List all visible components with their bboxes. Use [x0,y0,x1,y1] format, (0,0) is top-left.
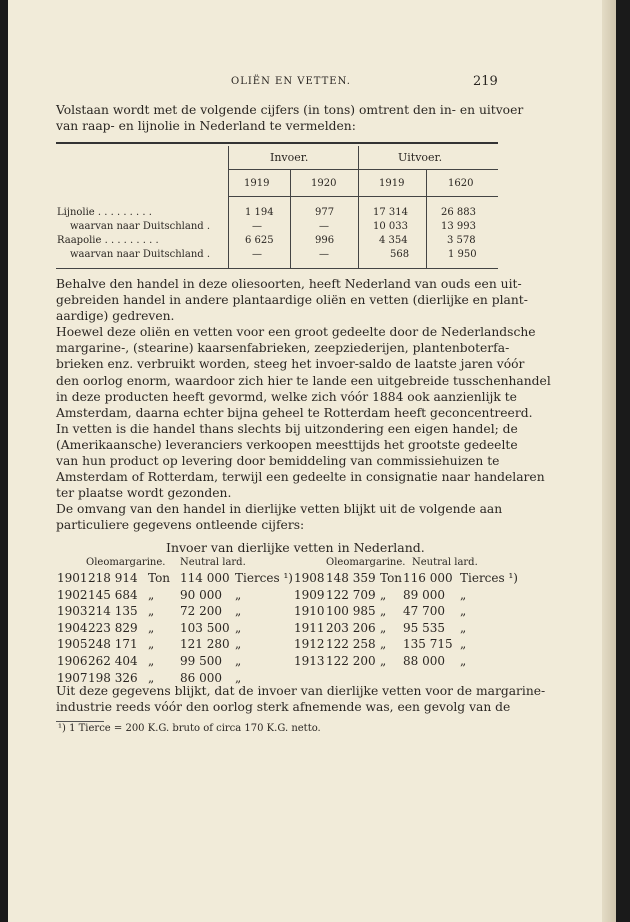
table2-cell-lard: 135 715 [403,637,453,652]
table2-cell-lard-unit: Tierces ¹) [460,571,518,585]
text-line: ter plaatse wordt gezonden. [56,486,232,501]
text-line: Behalve den handel in deze oliesoorten, heeft Nederland van ouds een uit- [56,277,522,291]
table2-cell-oleo-unit: „ [380,604,387,619]
table1-cell: 1 950 [448,249,477,260]
table2-col-lard: Neutral lard. [412,557,478,568]
footnote: ¹) 1 Tierce = 200 K.G. bruto of circa 170 K.G. netto. [58,723,321,734]
table1-cell: 26 883 [441,207,476,218]
table2-cell-oleo: 248 171 [88,637,138,652]
table2-cell-year: 1905 [57,637,88,652]
text-line: Volstaan wordt met de volgende cijfers (in tons) omtrent den in- en uitvoer [56,103,524,117]
table1-cell: — [319,249,329,260]
table2-cell-lard: 90 000 [180,587,222,602]
table2-cell-oleo: 262 404 [88,654,138,668]
text-line: den oorlog enorm, waardoor zich hier te lande een uitgebreide tusschenhandel [56,373,551,388]
table2-cell-lard-unit: „ [460,654,467,668]
table2-cell-lard-unit: „ [235,587,242,602]
table2-cell-lard-unit: „ [235,670,242,685]
table2-title: Invoer van dierlijke vetten in Nederland. [166,540,425,555]
table2-cell-oleo: 122 200 [326,654,376,668]
table2-cell-year: 1910 [294,604,325,619]
table2-cell-lard: 86 000 [180,670,222,685]
table2-cell-lard: 95 535 [403,620,445,635]
table2-cell-lard: 99 500 [180,654,222,668]
page-spine-shadow [602,0,616,922]
table2-cell-lard: 47 700 [403,604,445,619]
text-line: De omvang van den handel in dierlijke vetten blijkt uit de volgende aan [56,502,503,517]
table1-top-rule [56,142,498,144]
table2-cell-oleo-unit: „ [148,637,155,652]
table1-cell: 3 578 [447,235,476,246]
table2-cell-oleo-unit: Ton [148,571,171,585]
table1-row-label: waarvan naar Duitschland . [70,249,211,260]
table2-cell-lard: 103 500 [180,620,230,635]
table2-cell-lard-unit: „ [235,637,242,652]
table2-cell-oleo-unit: „ [148,620,155,635]
table1-col-divider [426,170,427,268]
page-number: 219 [473,74,498,89]
closing-paragraph [56,683,546,715]
table2-cell-oleo-unit: „ [380,654,387,668]
table2-cell-lard-unit: „ [460,637,467,652]
table2-cell-year: 1907 [57,670,88,685]
table2-cell-year: 1901 [57,571,88,585]
table2-cell-lard-unit: „ [235,620,242,635]
table1-cell: 10 033 [373,221,408,232]
text-line: Amsterdam, daarna echter bijna geheel te Rotterdam heeft geconcentreerd. [56,405,533,420]
table1-header-rule [228,169,498,170]
table2-cell-oleo: 122 709 [326,587,376,602]
text-line: margarine-, (stearine) kaarsenfabrieken, zeepziederijen, plantenboterfa- [56,341,510,356]
table2-cell-lard-unit: „ [235,654,242,668]
table1-cell: 977 [315,207,335,218]
table1-cell: 6 625 [245,235,274,246]
table1-cell: 17 314 [373,207,408,218]
table2-cell-oleo: 214 135 [88,604,138,619]
table2-cell-year: 1902 [57,587,88,602]
table2-col-lard: Neutral lard. [180,557,246,568]
table2-cell-oleo-unit: „ [148,654,155,668]
text-line: van raap- en lijnolie in Nederland te vermelden: [56,119,356,134]
text-line: In vetten is die handel thans slechts bij uitzondering een eigen handel; de [56,421,518,436]
book-page [8,0,616,922]
text-line: Uit deze gegevens blijkt, dat de invoer van dierlijke vetten voor de margarine- [56,684,546,698]
table1-year: 1920 [311,178,337,189]
table1-cell: — [252,249,262,260]
table2-cell-year: 1908 [294,571,325,585]
table2-cell-lard-unit: „ [460,604,467,619]
running-header-title: OLIËN EN VETTEN. [231,76,351,87]
text-line: Hoewel deze oliën en vetten voor een groot gedeelte door de Nederlandsche [56,325,536,340]
text-line: (Amerikaansche) leveranciers verkoopen meesttijds het grootste gedeelte [56,437,518,452]
table1-cell: — [252,221,262,232]
table2-cell-year: 1911 [294,620,325,635]
table2-cell-lard-unit: „ [460,620,467,635]
text-line: van hun product op levering door bemiddeling van commissiehuizen te [56,454,500,469]
text-line: particuliere gegevens ontleende cijfers: [56,518,305,533]
table2-cell-year: 1903 [57,604,88,619]
text-line: brieken enz. verbruikt worden, steeg het invoer-saldo de laatste jaren vóór [56,357,525,372]
footnote-separator [56,721,104,722]
table1-row-label: Raapolie . . . . . . . . . [57,235,159,246]
text-line: industrie reeds vóór den oorlog sterk afnemende was, een gevolg van de [56,700,511,715]
table1-row-label: waarvan naar Duitschland . [70,221,211,232]
table1-cell: 996 [315,235,335,246]
text-line: in deze producten heeft gevormd, welke zich vóór 1884 ook aanzienlijk te [56,389,517,404]
table1-col-divider [358,146,359,268]
table1-cell: — [319,221,329,232]
table1-year: 1919 [379,178,405,189]
text-line: aardige) gedreven. [56,309,175,324]
table2-cell-oleo: 148 359 [326,571,376,585]
table2-cell-year: 1909 [294,587,325,602]
table1-cell: 1 194 [245,207,274,218]
table2-cell-lard: 114 000 [180,571,230,585]
table2-cell-year: 1913 [294,654,325,668]
table1-row-label: Lijnolie . . . . . . . . . [57,207,152,218]
table2-cell-year: 1912 [294,637,325,652]
table2-col-oleo: Oleomargarine. [326,557,406,568]
table2-cell-oleo-unit: „ [380,587,387,602]
table2-cell-lard-unit: Tierces ¹) [235,571,293,585]
table2-cell-lard-unit: „ [460,587,467,602]
table2-cell-lard: 116 000 [403,571,453,585]
table1-cell: 4 354 [379,235,408,246]
table2-cell-lard: 88 000 [403,654,445,668]
table1-invoer-header: Invoer. [270,151,309,164]
table2-cell-oleo: 100 985 [326,604,376,619]
table2-cell-oleo-unit: „ [380,637,387,652]
table2-col-oleo: Oleomargarine. [86,557,166,568]
table2-cell-lard-unit: „ [235,604,242,619]
table2-cell-year: 1906 [57,654,88,668]
table1-years-rule [228,196,498,197]
table2-cell-lard: 89 000 [403,587,445,602]
table1-year: 1620 [448,178,474,189]
table2-cell-oleo-unit: „ [148,670,155,685]
table2-cell-oleo-unit: „ [148,587,155,602]
table2-cell-oleo-unit: „ [380,620,387,635]
table2-cell-year: 1904 [57,620,88,635]
table2-cell-oleo: 223 829 [88,620,138,635]
text-line: gebreiden handel in andere plantaardige oliën en vetten (dierlijke en plant- [56,293,528,308]
table2-cell-oleo: 218 914 [88,571,138,585]
table2-cell-oleo-unit: Ton [380,571,403,585]
text-line: Amsterdam of Rotterdam, terwijl een gedeelte in consignatie naar handelaren [56,470,545,485]
table1-uitvoer-header: Uitvoer. [398,151,443,164]
table2-cell-oleo: 122 258 [326,637,376,652]
table1-year: 1919 [244,178,270,189]
table2-cell-oleo: 203 206 [326,620,376,635]
table2-cell-oleo: 145 684 [88,587,138,602]
table2-cell-lard: 72 200 [180,604,222,619]
body-paragraph [56,276,551,534]
table2-cell-lard: 121 280 [180,637,230,652]
table2-cell-oleo-unit: „ [148,604,155,619]
table1-bottom-rule [56,268,498,269]
table1-cell: 568 [390,249,410,260]
table1-cell: 13 993 [441,221,476,232]
intro-paragraph [56,102,524,134]
table1-col-divider [228,146,229,268]
table1-col-divider [290,170,291,268]
table2-cell-oleo: 198 326 [88,670,138,685]
